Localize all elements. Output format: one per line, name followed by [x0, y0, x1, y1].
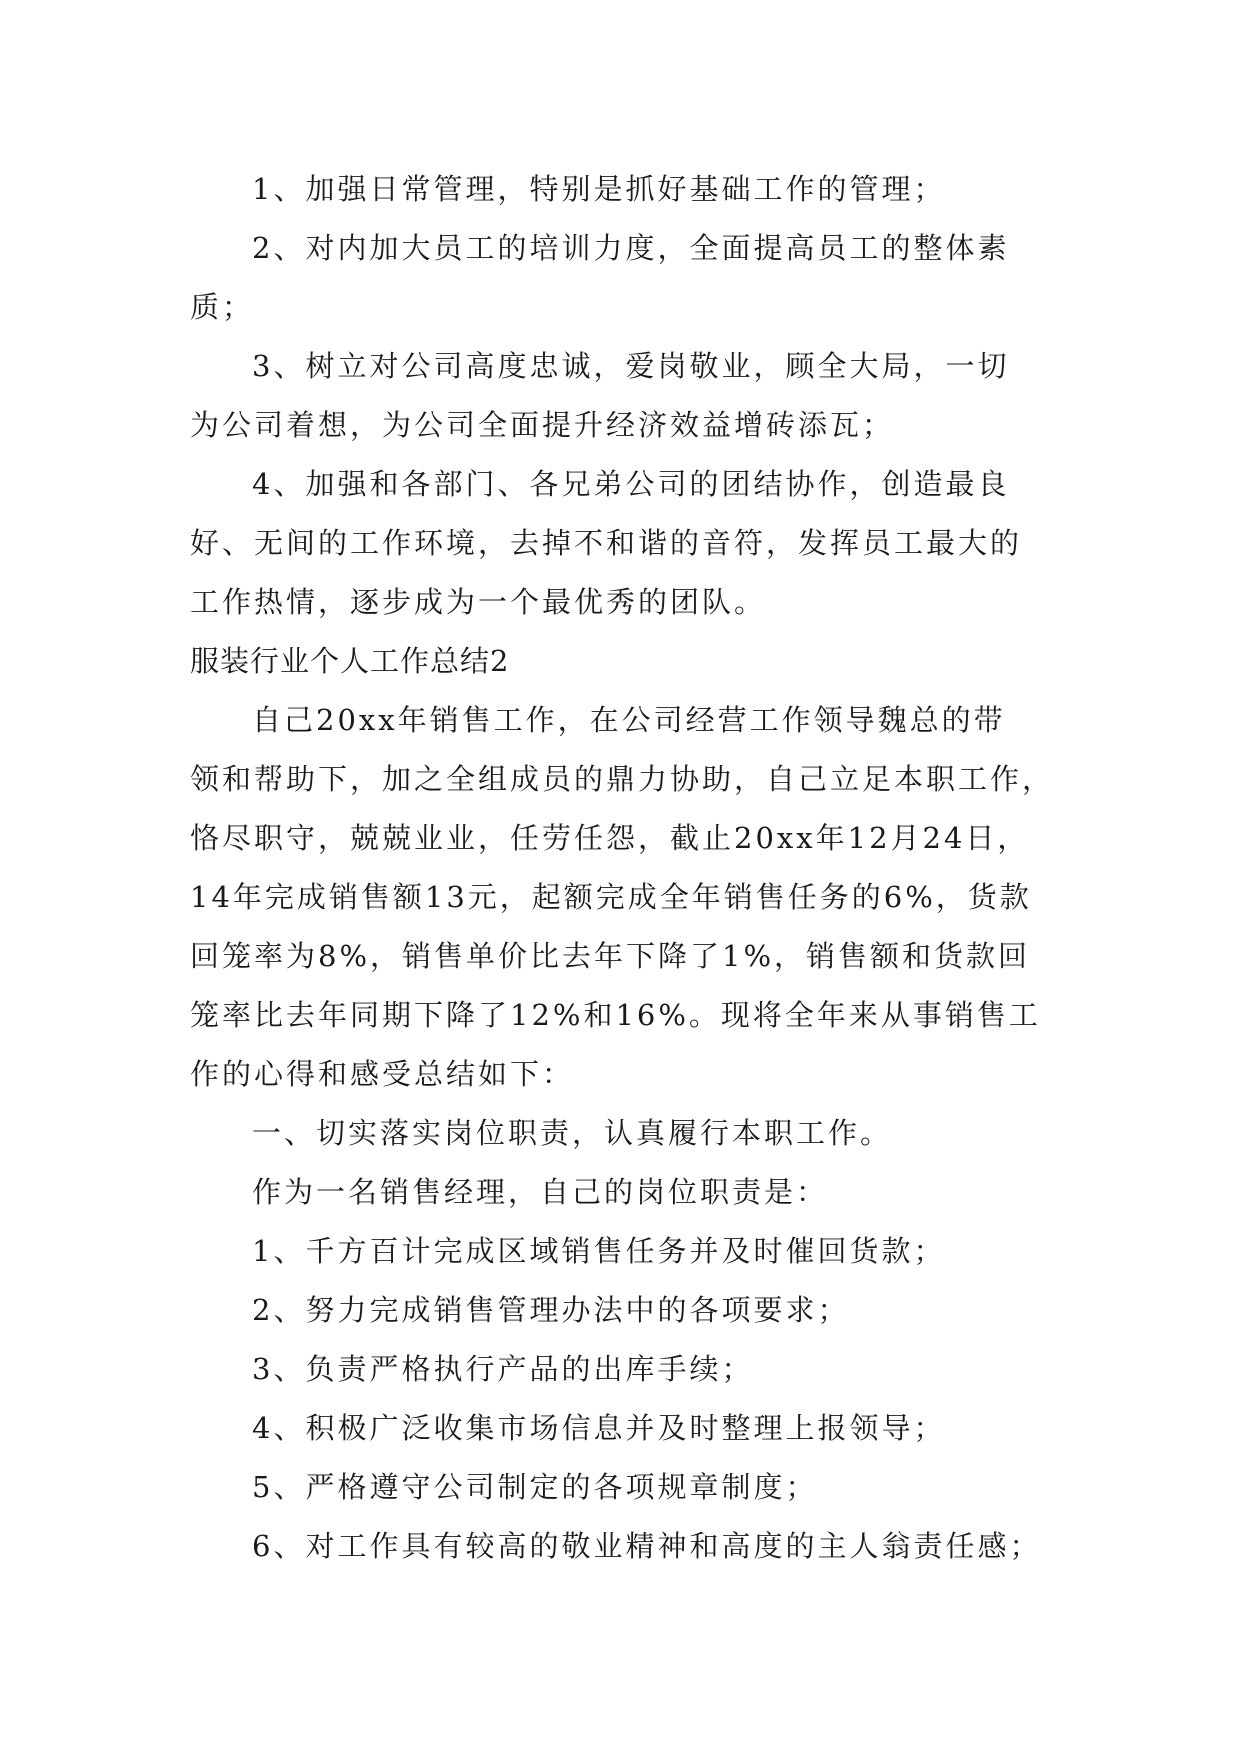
paragraph-line: 作的心得和感受总结如下： — [190, 1057, 575, 1091]
list-item: 3、负责严格执行产品的出库手续； — [252, 1352, 754, 1386]
list-item-continuation: 工作热情，逐步成为一个最优秀的团队。 — [190, 585, 767, 619]
list-item: 4、加强和各部门、各兄弟公司的团结协作，创造最良 — [252, 467, 1010, 501]
paragraph-line: 自己20xx年销售工作，在公司经营工作领导魏总的带 — [252, 703, 1006, 737]
subheading: 一、切实落实岗位职责，认真履行本职工作。 — [252, 1116, 893, 1150]
list-item: 2、对内加大员工的培训力度，全面提高员工的整体素 — [252, 231, 1010, 265]
list-item: 5、严格遵守公司制定的各项规章制度； — [252, 1470, 818, 1504]
list-item-continuation: 好、无间的工作环境，去掉不和谐的音符，发挥员工最大的 — [190, 526, 1023, 560]
list-item: 6、对工作具有较高的敬业精神和高度的主人翁责任感； — [252, 1529, 1042, 1563]
list-item: 1、千方百计完成区域销售任务并及时催回货款； — [252, 1234, 946, 1268]
list-item: 4、积极广泛收集市场信息并及时整理上报领导； — [252, 1411, 946, 1445]
section-title: 服装行业个人工作总结2 — [190, 644, 510, 678]
list-item: 2、努力完成销售管理办法中的各项要求； — [252, 1293, 850, 1327]
list-item-continuation: 为公司着想，为公司全面提升经济效益增砖添瓦； — [190, 408, 895, 442]
document-body — [190, 160, 1055, 1576]
paragraph-line: 领和帮助下，加之全组成员的鼎力协助，自己立足本职工作， — [190, 762, 1055, 796]
paragraph-line: 回笼率为8%，销售单价比去年下降了1%，销售额和货款回 — [190, 939, 1031, 973]
paragraph-line: 作为一名销售经理，自己的岗位职责是： — [252, 1175, 829, 1209]
paragraph-line: 恪尽职守，兢兢业业，任劳任怨，截止20xx年12月24日， — [190, 821, 1030, 855]
paragraph-line: 14年完成销售额13元，起额完成全年销售任务的6%，货款 — [190, 880, 1032, 914]
list-item: 1、加强日常管理，特别是抓好基础工作的管理； — [252, 172, 946, 206]
list-item: 3、树立对公司高度忠诚，爱岗敬业，顾全大局，一切 — [252, 349, 1010, 383]
list-item-continuation: 质； — [190, 290, 255, 324]
paragraph-line: 笼率比去年同期下降了12%和16%。现将全年来从事销售工 — [190, 998, 1041, 1032]
